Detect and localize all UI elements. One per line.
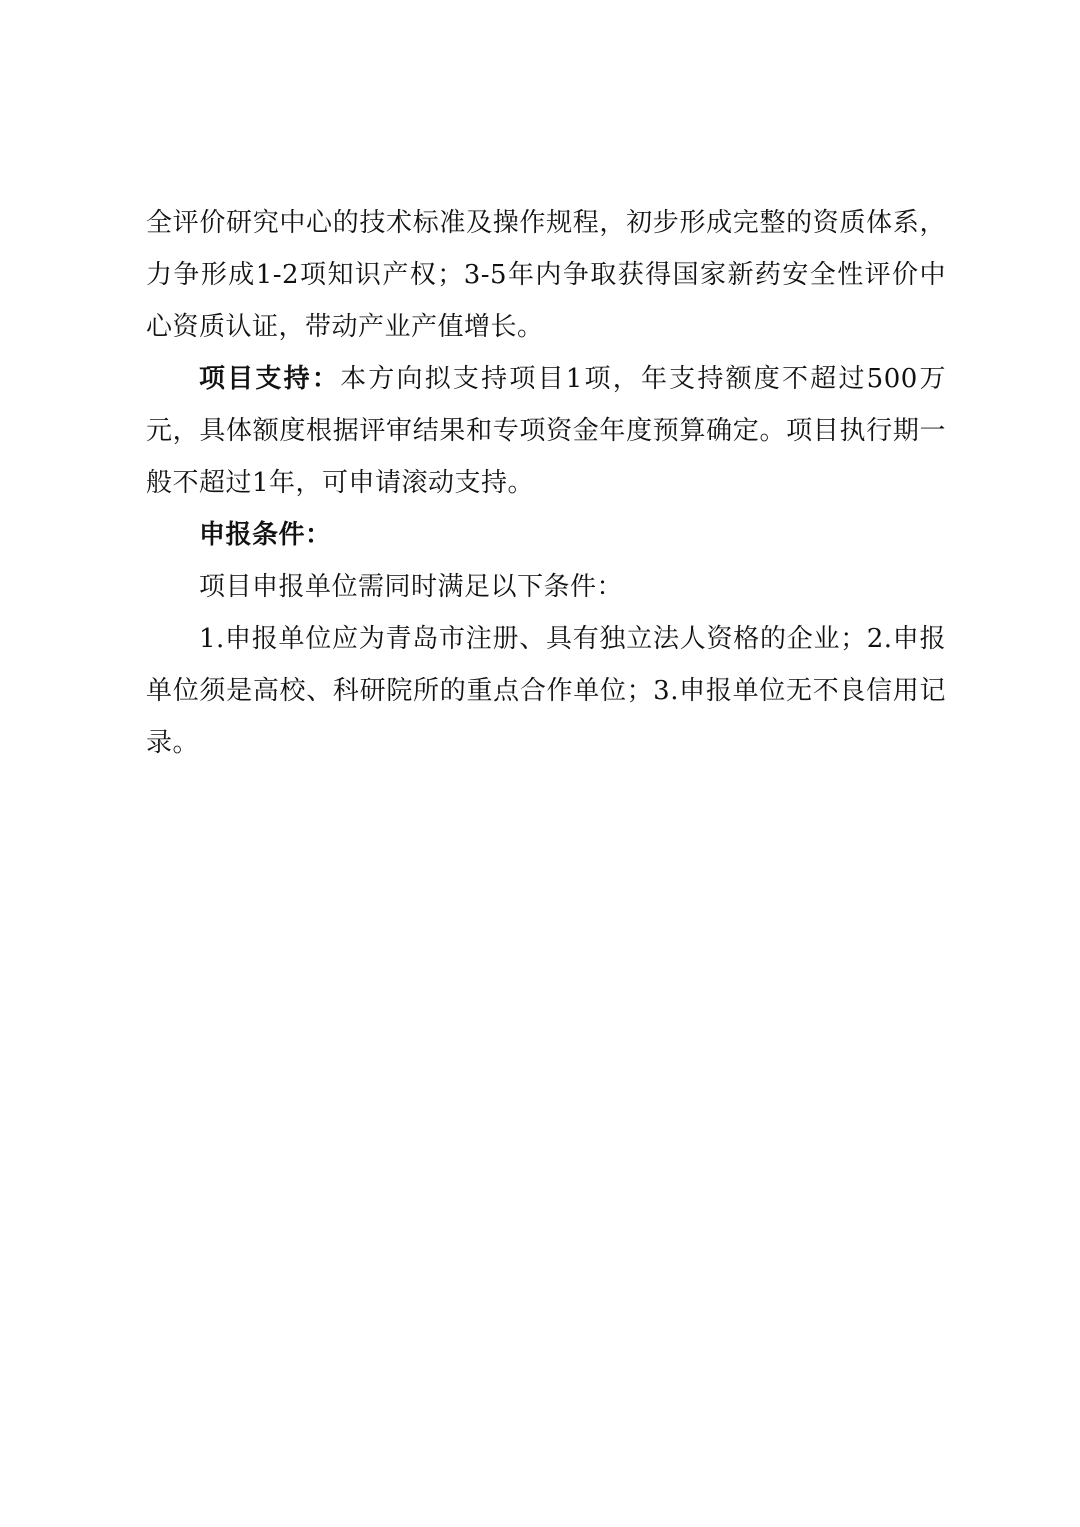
paragraph-conditions-intro: 项目申报单位需同时满足以下条件： bbox=[199, 572, 624, 602]
paragraph-conditions-list: 1.申报单位应为青岛市注册、具有独立法人资格的企业；2.申报单位须是高校、科研院所的重点合作单位；3.申报单位无不良信用记录。 bbox=[146, 624, 946, 758]
document-body bbox=[146, 197, 946, 769]
paragraph-continuation: 全评价研究中心的技术标准及操作规程，初步形成完整的资质体系，力争形成1-2项知识产权；3-5年内争取获得国家新药安全性评价中心资质认证，带动产业产值增长。 bbox=[146, 208, 946, 342]
project-support-label: 项目支持： bbox=[199, 364, 341, 394]
project-support-text: 本方向拟支持项目1项，年支持额度不超过500万元，具体额度根据评审结果和专项资金年度预算确定。项目执行期一般不超过1年，可申请滚动支持。 bbox=[146, 364, 946, 498]
application-conditions-heading: 申报条件： bbox=[199, 520, 332, 550]
paragraph-project-support bbox=[146, 353, 946, 509]
